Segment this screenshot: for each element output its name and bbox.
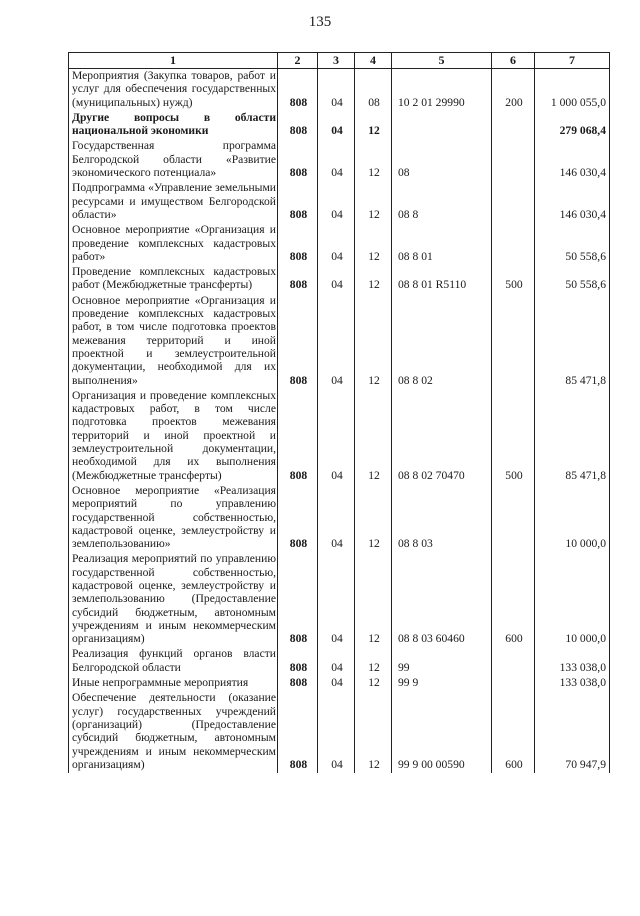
- table-row: [69, 647, 610, 676]
- subsection-cell: 12: [355, 111, 392, 140]
- subsection-cell: 12: [355, 389, 392, 484]
- grbs-cell: 808: [278, 265, 318, 294]
- amount-cell: 1 000 055,0: [535, 69, 610, 111]
- column-header: 4: [355, 53, 392, 69]
- section-cell: 04: [318, 389, 355, 484]
- section-cell: 04: [318, 647, 355, 676]
- grbs-cell: 808: [278, 69, 318, 111]
- section-cell: 04: [318, 484, 355, 552]
- row-name-cell: Реализация функций органов власти Белгородской области: [69, 647, 278, 676]
- subsection-cell: 08: [355, 69, 392, 111]
- target-article-cell: 08 8: [392, 181, 492, 223]
- row-name-cell: Основное мероприятие «Реализация мероприятий по управлению государственной собственностью, кадастровой оценке, землеустройству и землепользованию»: [69, 484, 278, 552]
- section-cell: 04: [318, 294, 355, 389]
- row-name-cell: Обеспечение деятельности (оказание услуг) государственных учреждений (организаций) (Предоставление субсидий бюджетным, автономным учреждениям и иным некоммерческим организациям): [69, 691, 278, 773]
- expense-type-cell: [492, 139, 535, 181]
- grbs-cell: 808: [278, 552, 318, 647]
- amount-cell: 50 558,6: [535, 265, 610, 294]
- expense-type-cell: 500: [492, 389, 535, 484]
- grbs-cell: 808: [278, 294, 318, 389]
- target-article-cell: [392, 111, 492, 140]
- column-header: 3: [318, 53, 355, 69]
- grbs-cell: 808: [278, 484, 318, 552]
- row-name-cell: Проведение комплексных кадастровых работ (Межбюджетные трансферты): [69, 265, 278, 294]
- table-row: [69, 389, 610, 484]
- amount-cell: 133 038,0: [535, 647, 610, 676]
- amount-cell: 50 558,6: [535, 223, 610, 265]
- expense-type-cell: [492, 484, 535, 552]
- target-article-cell: 08 8 03 60460: [392, 552, 492, 647]
- grbs-cell: 808: [278, 139, 318, 181]
- row-name-cell: Реализация мероприятий по управлению государственной собственностью, кадастровой оценке, землеустройству и землепользованию (Предоставление субсидий бюджетным, автономным учреждениям и иным некоммерческим организациям): [69, 552, 278, 647]
- subsection-cell: 12: [355, 223, 392, 265]
- subsection-cell: 12: [355, 294, 392, 389]
- expense-type-cell: [492, 294, 535, 389]
- grbs-cell: 808: [278, 691, 318, 773]
- amount-cell: 146 030,4: [535, 139, 610, 181]
- target-article-cell: 99 9: [392, 676, 492, 691]
- amount-cell: 85 471,8: [535, 294, 610, 389]
- grbs-cell: 808: [278, 223, 318, 265]
- amount-cell: 279 068,4: [535, 111, 610, 140]
- row-name-cell: Иные непрограммные мероприятия: [69, 676, 278, 691]
- expense-type-cell: [492, 111, 535, 140]
- amount-cell: 10 000,0: [535, 552, 610, 647]
- table-row: [69, 265, 610, 294]
- subsection-cell: 12: [355, 676, 392, 691]
- section-cell: 04: [318, 139, 355, 181]
- expense-type-cell: [492, 223, 535, 265]
- table-row: [69, 223, 610, 265]
- expense-type-cell: 600: [492, 552, 535, 647]
- subsection-cell: 12: [355, 484, 392, 552]
- row-name-cell: Государственная программа Белгородской области «Развитие экономического потенциала»: [69, 139, 278, 181]
- target-article-cell: 08 8 03: [392, 484, 492, 552]
- grbs-cell: 808: [278, 389, 318, 484]
- amount-cell: 70 947,9: [535, 691, 610, 773]
- table-row: [69, 484, 610, 552]
- expense-type-cell: [492, 647, 535, 676]
- target-article-cell: 99: [392, 647, 492, 676]
- table-row: [69, 111, 610, 140]
- target-article-cell: 10 2 01 29990: [392, 69, 492, 111]
- table-row: [69, 181, 610, 223]
- budget-table: [68, 52, 610, 773]
- table-row: [69, 69, 610, 111]
- column-header: 2: [278, 53, 318, 69]
- expense-type-cell: 200: [492, 69, 535, 111]
- grbs-cell: 808: [278, 181, 318, 223]
- target-article-cell: 08: [392, 139, 492, 181]
- row-name-cell: Основное мероприятие «Организация и проведение комплексных кадастровых работ, в том числе подготовка проектов межевания территорий и иной проектной и землеустроительной документации, необходимой для их выполнения»: [69, 294, 278, 389]
- section-cell: 04: [318, 552, 355, 647]
- subsection-cell: 12: [355, 647, 392, 676]
- section-cell: 04: [318, 691, 355, 773]
- table-row: [69, 139, 610, 181]
- section-cell: 04: [318, 676, 355, 691]
- target-article-cell: 99 9 00 00590: [392, 691, 492, 773]
- header-row: [69, 53, 610, 69]
- grbs-cell: 808: [278, 676, 318, 691]
- section-cell: 04: [318, 181, 355, 223]
- table-row: [69, 691, 610, 773]
- expense-type-cell: 600: [492, 691, 535, 773]
- target-article-cell: 08 8 02: [392, 294, 492, 389]
- subsection-cell: 12: [355, 552, 392, 647]
- column-header: 6: [492, 53, 535, 69]
- row-name-cell: Подпрограмма «Управление земельными ресурсами и имуществом Белгородской области»: [69, 181, 278, 223]
- row-name-cell: Организация и проведение комплексных кадастровых работ, в том числе подготовка проектов межевания территорий и иной проектной и землеустроительной документации, необходимой для их выполнения (Межбюджетные трансферты): [69, 389, 278, 484]
- amount-cell: 146 030,4: [535, 181, 610, 223]
- row-name-cell: Другие вопросы в области национальной экономики: [69, 111, 278, 140]
- expense-type-cell: [492, 181, 535, 223]
- row-name-cell: Мероприятия (Закупка товаров, работ и услуг для обеспечения государственных (муниципальных) нужд): [69, 69, 278, 111]
- section-cell: 04: [318, 265, 355, 294]
- expense-type-cell: [492, 676, 535, 691]
- row-name-cell: Основное мероприятие «Организация и проведение комплексных кадастровых работ»: [69, 223, 278, 265]
- grbs-cell: 808: [278, 111, 318, 140]
- amount-cell: 85 471,8: [535, 389, 610, 484]
- expense-type-cell: 500: [492, 265, 535, 294]
- amount-cell: 10 000,0: [535, 484, 610, 552]
- grbs-cell: 808: [278, 647, 318, 676]
- section-cell: 04: [318, 69, 355, 111]
- subsection-cell: 12: [355, 265, 392, 294]
- column-header: 7: [535, 53, 610, 69]
- section-cell: 04: [318, 111, 355, 140]
- target-article-cell: 08 8 02 70470: [392, 389, 492, 484]
- target-article-cell: 08 8 01: [392, 223, 492, 265]
- page-number: 135: [308, 14, 332, 30]
- subsection-cell: 12: [355, 181, 392, 223]
- table-row: [69, 294, 610, 389]
- column-header: 1: [69, 53, 278, 69]
- subsection-cell: 12: [355, 139, 392, 181]
- table-row: [69, 552, 610, 647]
- table-row: [69, 676, 610, 691]
- amount-cell: 133 038,0: [535, 676, 610, 691]
- target-article-cell: 08 8 01 R5110: [392, 265, 492, 294]
- table-body: [69, 69, 610, 774]
- section-cell: 04: [318, 223, 355, 265]
- column-header: 5: [392, 53, 492, 69]
- subsection-cell: 12: [355, 691, 392, 773]
